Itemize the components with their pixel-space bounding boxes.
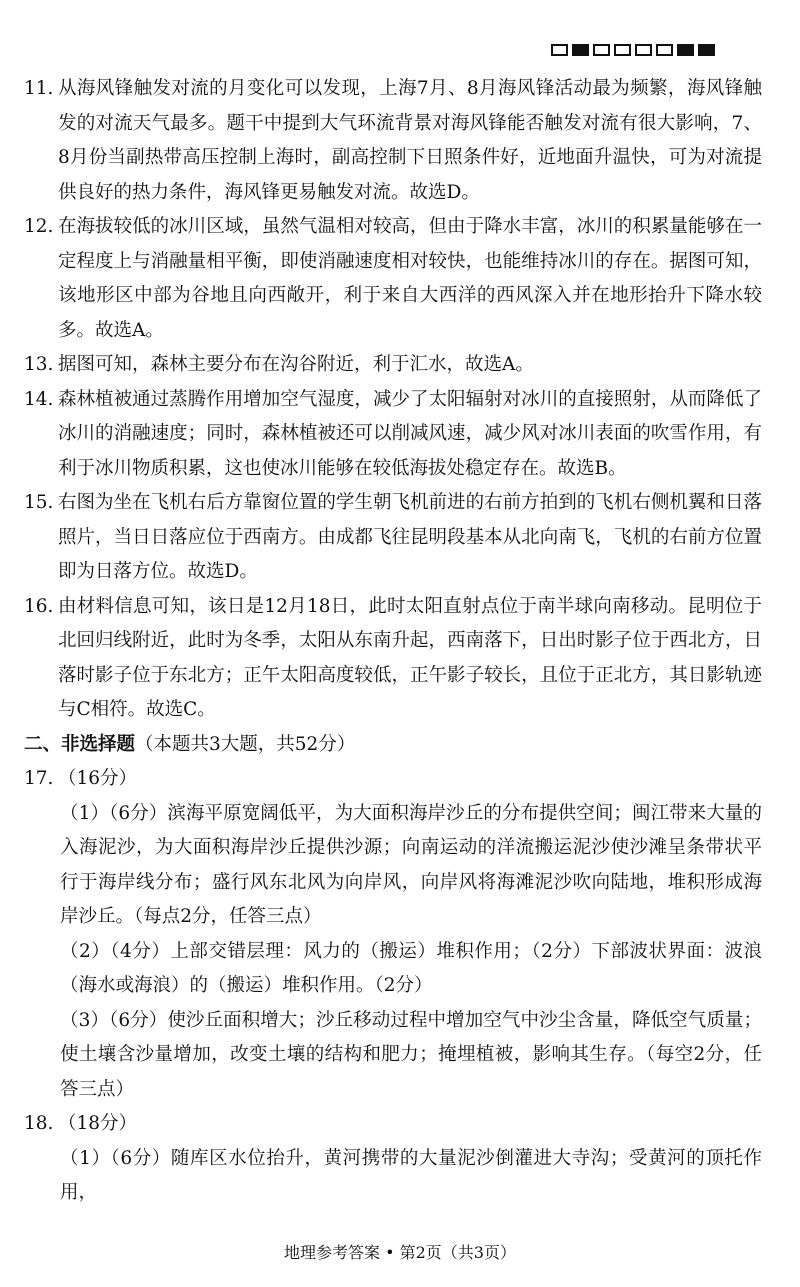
question-number: 12. xyxy=(24,216,54,237)
answer-item-11 xyxy=(24,72,762,210)
page-marker xyxy=(551,44,568,56)
page-marker xyxy=(698,44,715,56)
question-score: （16分） xyxy=(58,768,138,789)
answer-item-16 xyxy=(24,590,762,728)
sub-answer: （1）（6分）滨海平原宽阔低平，为大面积海岸沙丘的分布提供空间；闽江带来大量的入海泥沙，为大面积海岸沙丘提供沙源；向南运动的洋流搬运泥沙使沙滩呈条带状平行于海岸线分布；盛行风东北风为向岸风，向岸风将海滩泥沙吹向陆地，堆积形成海岸沙丘。（每点2分，任答三点） xyxy=(60,802,762,927)
answer-item-13 xyxy=(24,348,762,383)
answer-item-12 xyxy=(24,210,762,348)
answer-text: 由材料信息可知，该日是12月18日，此时太阳直射点位于南半球向南移动。昆明位于北回归线附近，此时为冬季，太阳从东南升起，西南落下，日出时影子位于西北方，日落时影子位于东北方；正午太阳高度较低，正午影子较长，且位于正北方，其日影轨迹与C相符。故选C。 xyxy=(58,595,762,720)
page-marker xyxy=(614,44,631,56)
answer-text: 右图为坐在飞机右后方靠窗位置的学生朝飞机前进的右前方拍到的飞机右侧机翼和日落照片，当日日落应位于西南方。由成都飞往昆明段基本从北向南飞，飞机的右前方位置即为日落方位。故选D。 xyxy=(58,492,762,582)
sub-answer: （2）（4分）上部交错层理：风力的（搬运）堆积作用；（2分）下部波状界面：波浪（海水或海浪）的（搬运）堆积作用。（2分） xyxy=(60,940,762,996)
question-number: 13. xyxy=(24,354,54,375)
page-marker xyxy=(677,44,694,56)
answer-item-14 xyxy=(24,383,762,487)
question-number: 11. xyxy=(24,78,54,99)
answer-text: 森林植被通过蒸腾作用增加空气湿度，减少了太阳辐射对冰川的直接照射，从而降低了冰川的消融速度；同时，森林植被还可以削减风速，减少风对冰川表面的吹雪作用，有利于冰川物质积累，这也使冰川能够在较低海拔处稳定存在。故选B。 xyxy=(58,388,762,479)
sub-answer: （3）（6分）使沙丘面积增大；沙丘移动过程中增加空气中沙尘含量，降低空气质量；使土壤含沙量增加，改变土壤的结构和肥力；掩埋植被，影响其生存。（每空2分，任答三点） xyxy=(60,1009,762,1100)
answer-item-18 xyxy=(24,1107,762,1142)
question-number: 18. xyxy=(24,1113,54,1134)
answer-text: 从海风锋触发对流的月变化可以发现，上海7月、8月海风锋活动最为频繁，海风锋触发的对流天气最多。题干中提到大气环流背景对海风锋能否触发对流有很大影响，7、8月份当副热带高压控制上海时，副高控制下日照条件好，近地面升温快，可为对流提供良好的热力条件，海风锋更易触发对流。故选D。 xyxy=(58,78,762,203)
answer-text: 据图可知，森林主要分布在沟谷附近，利于汇水，故选A。 xyxy=(58,354,534,375)
page-marker xyxy=(656,44,673,56)
question-number: 16. xyxy=(24,595,54,617)
section-heading xyxy=(24,728,762,763)
answer-content xyxy=(24,72,762,1211)
section-title: 二、非选择题 xyxy=(24,733,136,755)
question-score: （18分） xyxy=(58,1113,138,1134)
sub-answer: （1）（6分）随库区水位抬升，黄河携带的大量泥沙倒灌进大寺沟；受黄河的顶托作用， xyxy=(60,1147,762,1203)
page-marker-strip xyxy=(551,44,715,56)
page-marker xyxy=(593,44,610,56)
answer-item-17 xyxy=(24,762,762,797)
answer-text: 在海拔较低的冰川区域，虽然气温相对较高，但由于降水丰富，冰川的积累量能够在一定程度上与消融量相平衡，即使消融速度相对较快，也能维持冰川的存在。据图可知，该地形区中部为谷地且向西敞开，利于来自大西洋的西风深入并在地形抬升下降水较多。故选A。 xyxy=(58,216,762,341)
question-number: 14. xyxy=(24,388,54,410)
page-footer: 地理参考答案 • 第2页（共3页） xyxy=(284,1243,516,1262)
page-marker xyxy=(635,44,652,56)
question-number: 17. xyxy=(24,768,54,789)
page-marker xyxy=(572,44,589,56)
answer-item-15 xyxy=(24,486,762,590)
section-note: （本题共3大题，共52分） xyxy=(135,733,356,755)
question-number: 15. xyxy=(24,492,54,513)
